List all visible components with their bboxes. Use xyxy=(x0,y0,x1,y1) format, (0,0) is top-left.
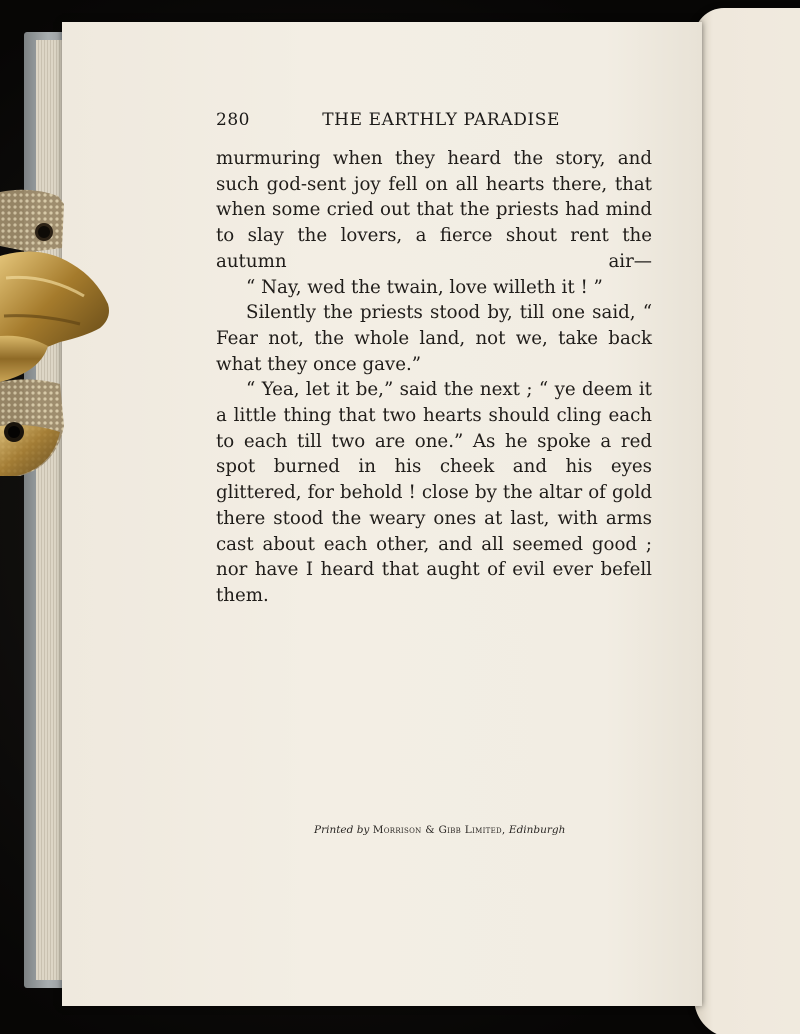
colophon-place: Edinburgh xyxy=(508,824,566,836)
running-head xyxy=(216,110,560,138)
body-text xyxy=(216,146,652,609)
printer-colophon xyxy=(314,824,564,836)
paragraph: “ Nay, wed the twain, love willeth it ! ” xyxy=(246,276,603,298)
facing-page xyxy=(694,8,800,1034)
paragraph: Silently the priests stood by, till one said, “ Fear not, the whole land, not we, take back what they once gave.” xyxy=(216,302,652,375)
brass-clip-icon xyxy=(0,186,112,478)
paragraph: “ Yea, let it be,” said the next ; “ ye deem it a little thing that two hearts should cling each to each till two are one.” As he spoke a red spot burned in his cheek and his eyes glittered, for behold ! close by the altar of gold there stood the weary ones at last, with arms cast about each other, and all seemed good ; nor have I heard that aught of evil ever befell them. xyxy=(216,379,652,606)
paragraph: murmuring when they heard the story, and such god-sent joy fell on all hearts there, that when some cried out that the priests had mind to slay the lovers, a fierce shout rent the autumn air— xyxy=(216,148,652,272)
colophon-printer: Morrison & Gibb Limited, xyxy=(372,824,506,836)
colophon-printed-by: Printed by xyxy=(314,824,370,836)
page-number: 280 xyxy=(216,110,250,130)
running-title: THE EARTHLY PARADISE xyxy=(322,110,560,130)
